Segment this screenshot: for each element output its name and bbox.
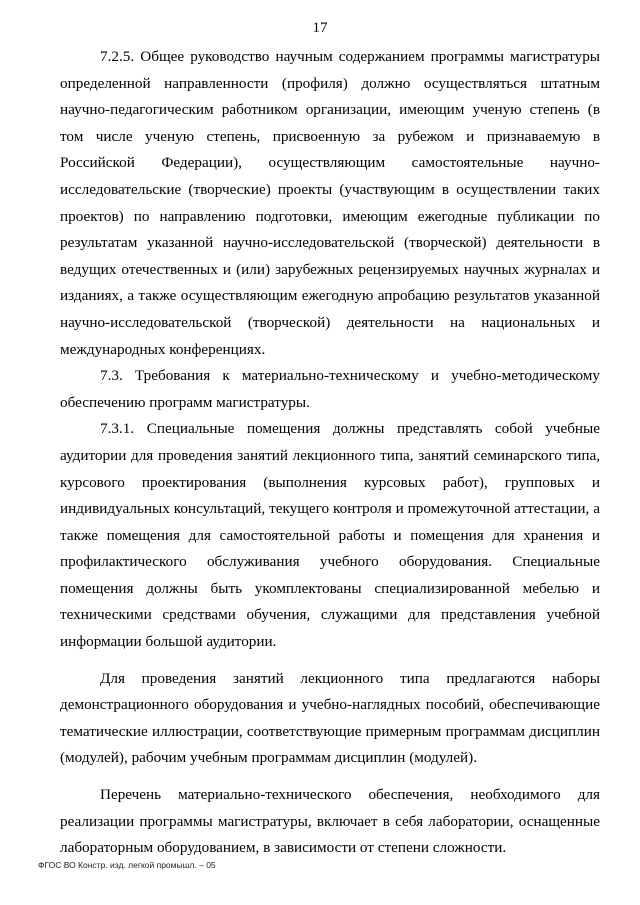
- page-footer: ФГОС ВО Констр. изд. легкой промышл. – 05: [38, 860, 216, 870]
- paragraph-7-2-5: 7.2.5. Общее руководство научным содержанием программы магистратуры определенной направленности (профиля) должно осуществляться штатным научно-педагогическим работником организации, имеющим ученую степень (в том числе ученую степень, присвоенную за рубежом и признаваемую в Российской Федерации), осуществляющим самостоятельные научно-исследовательские (творческие) проекты (участвующим в осуществлении таких проектов) по направлению подготовки, имеющим ежегодные публикации по результатам указанной научно-исследовательской (творческой) деятельности в ведущих отечественных и (или) зарубежных рецензируемых научных журналах и изданиях, а также осуществляющим ежегодную апробацию результатов указанной научно-исследовательской (творческой) деятельности на национальных и международных конференциях.: [60, 48, 600, 358]
- page-number: 17: [312, 20, 328, 36]
- paragraph-7-3: 7.3. Требования к материально-техническому и учебно-методическому обеспечению программ магистратуры.: [60, 367, 600, 411]
- paragraph-7-3-1: 7.3.1. Специальные помещения должны представлять собой учебные аудитории для проведения занятий лекционного типа, занятий семинарского типа, курсового проектирования (выполнения курсовых работ), групповых и индивидуальных консультаций, текущего контроля и промежуточной аттестации, а также помещения для самостоятельной работы и помещения для хранения и профилактического обслуживания учебного оборудования. Специальные помещения должны быть укомплектованы специализированной мебелью и техническими средствами обучения, служащими для представления учебной информации большой аудитории.: [60, 420, 600, 651]
- paragraph-lecture-equipment: Для проведения занятий лекционного типа предлагаются наборы демонстрационного оборудования и учебно-наглядных пособий, обеспечивающие тематические иллюстрации, соответствующие примерным программам дисциплин (модулей), рабочим учебным программам дисциплин (модулей).: [60, 669, 600, 767]
- document-body: [60, 44, 600, 862]
- paragraph-equipment-list: Перечень материально-технического обеспечения, необходимого для реализации программы магистратуры, включает в себя лаборатории, оснащенные лабораторным оборудованием, в зависимости от степени сложности.: [60, 786, 600, 857]
